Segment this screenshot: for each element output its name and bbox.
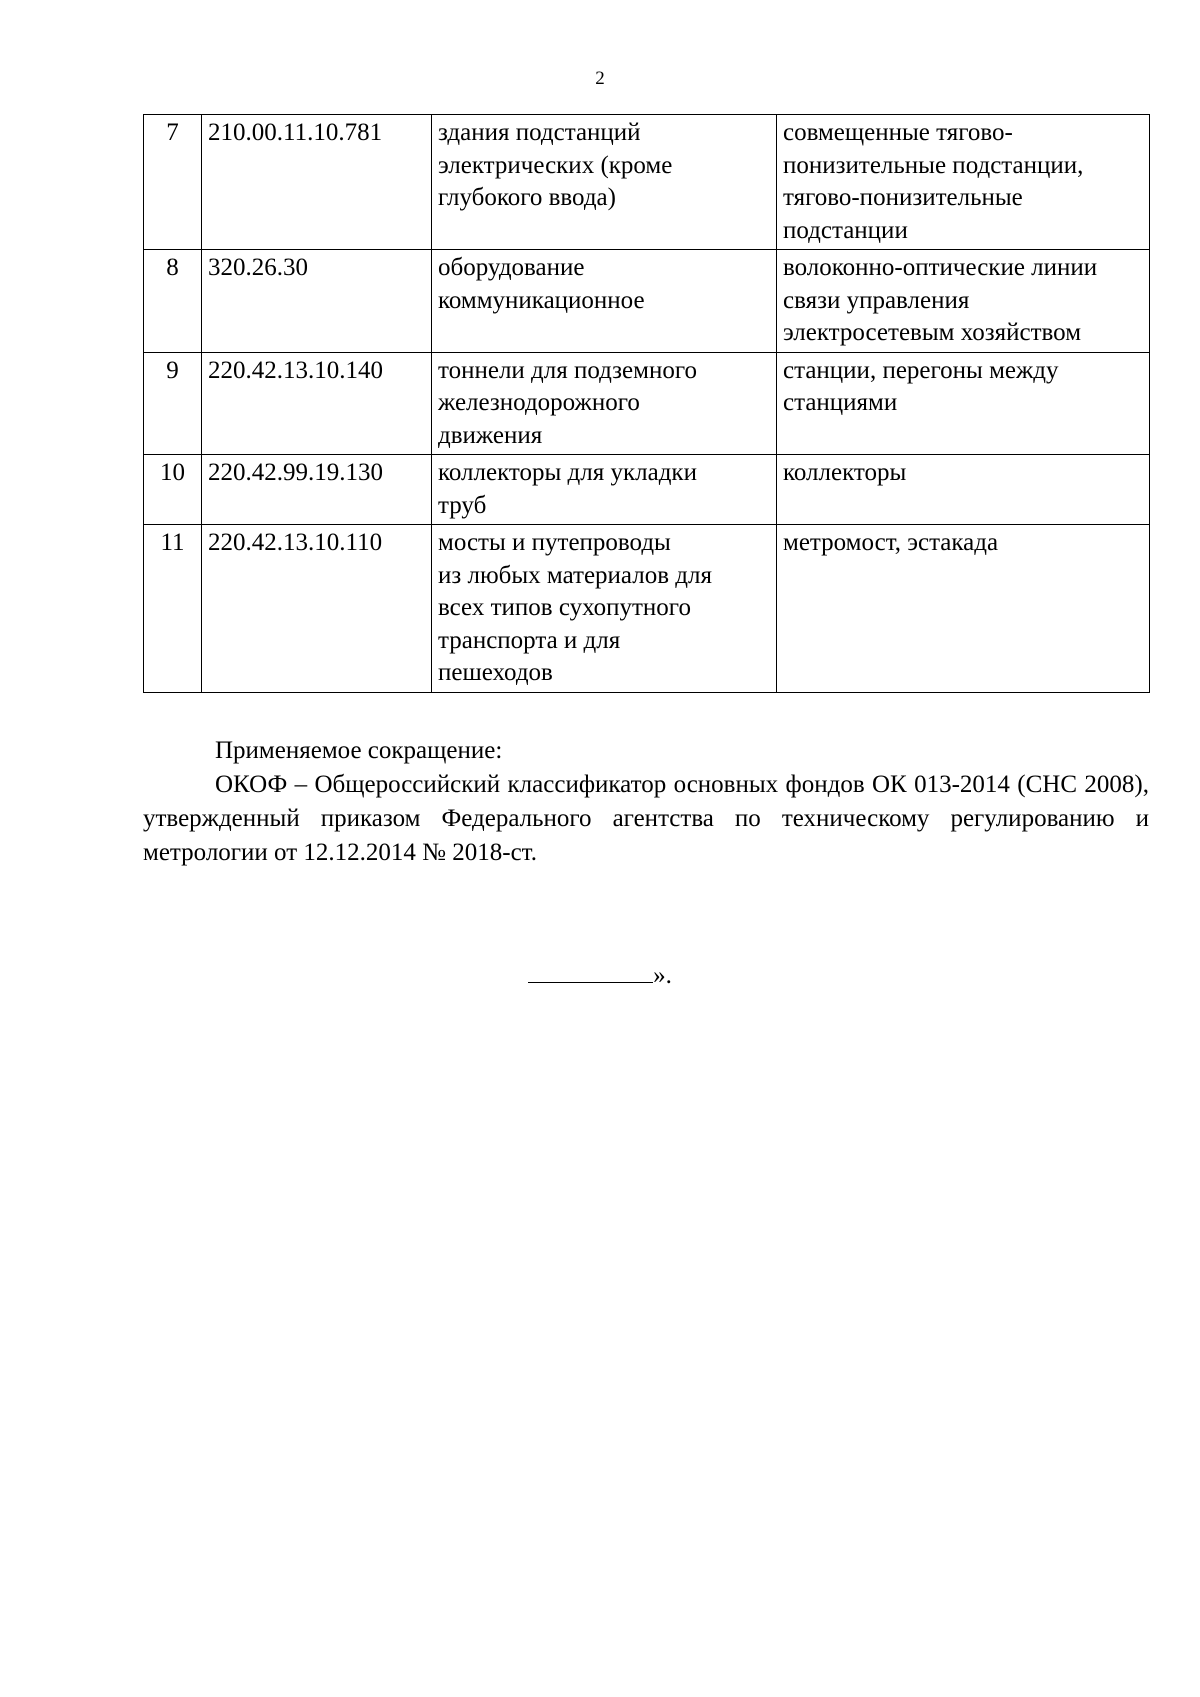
abbreviations-heading: Применяемое сокращение: <box>215 737 503 764</box>
object-description: совмещенные тягово- понизительные подстанции, тягово-понизительные подстанции <box>777 115 1150 250</box>
object-description: волоконно-оптические линии связи управления электросетевым хозяйством <box>777 250 1150 353</box>
okof-code: 220.42.99.19.130 <box>202 455 432 525</box>
page-number: 2 <box>595 68 605 89</box>
object-description: станции, перегоны между станциями <box>777 352 1150 455</box>
table-row <box>144 250 1150 353</box>
object-description: коллекторы <box>777 455 1150 525</box>
row-number: 8 <box>144 250 202 353</box>
okof-code: 320.26.30 <box>202 250 432 353</box>
row-number: 11 <box>144 525 202 693</box>
table-row <box>144 352 1150 455</box>
okof-name: оборудование коммуникационное <box>432 250 777 353</box>
okof-code: 220.42.13.10.110 <box>202 525 432 693</box>
row-number: 9 <box>144 352 202 455</box>
okof-code: 210.00.11.10.781 <box>202 115 432 250</box>
closing-line <box>0 958 1200 992</box>
okof-name: здания подстанций электрических (кроме глубокого ввода) <box>432 115 777 250</box>
okof-code: 220.42.13.10.140 <box>202 352 432 455</box>
object-description: метромост, эстакада <box>777 525 1150 693</box>
okof-name: мосты и путепроводы из любых материалов для всех типов сухопутного транспорта и для пешеходов <box>432 525 777 693</box>
abbreviation-definition: ОКОФ – Общероссийский классификатор основных фондов ОК 013-2014 (СНС 2008), утвержденный приказом Федерального агентства по техническому регулированию и метрологии от 12.12.2014 № 2018-ст. <box>143 771 1149 866</box>
table-row <box>144 525 1150 693</box>
closing-quote: ». <box>653 962 672 989</box>
okof-table <box>143 114 1150 693</box>
row-number: 10 <box>144 455 202 525</box>
okof-name: коллекторы для укладки труб <box>432 455 777 525</box>
table-row <box>144 455 1150 525</box>
okof-name: тоннели для подземного железнодорожного движения <box>432 352 777 455</box>
abbreviations-section <box>143 734 1149 870</box>
signature-blank-line <box>528 958 653 983</box>
table-row <box>144 115 1150 250</box>
row-number: 7 <box>144 115 202 250</box>
